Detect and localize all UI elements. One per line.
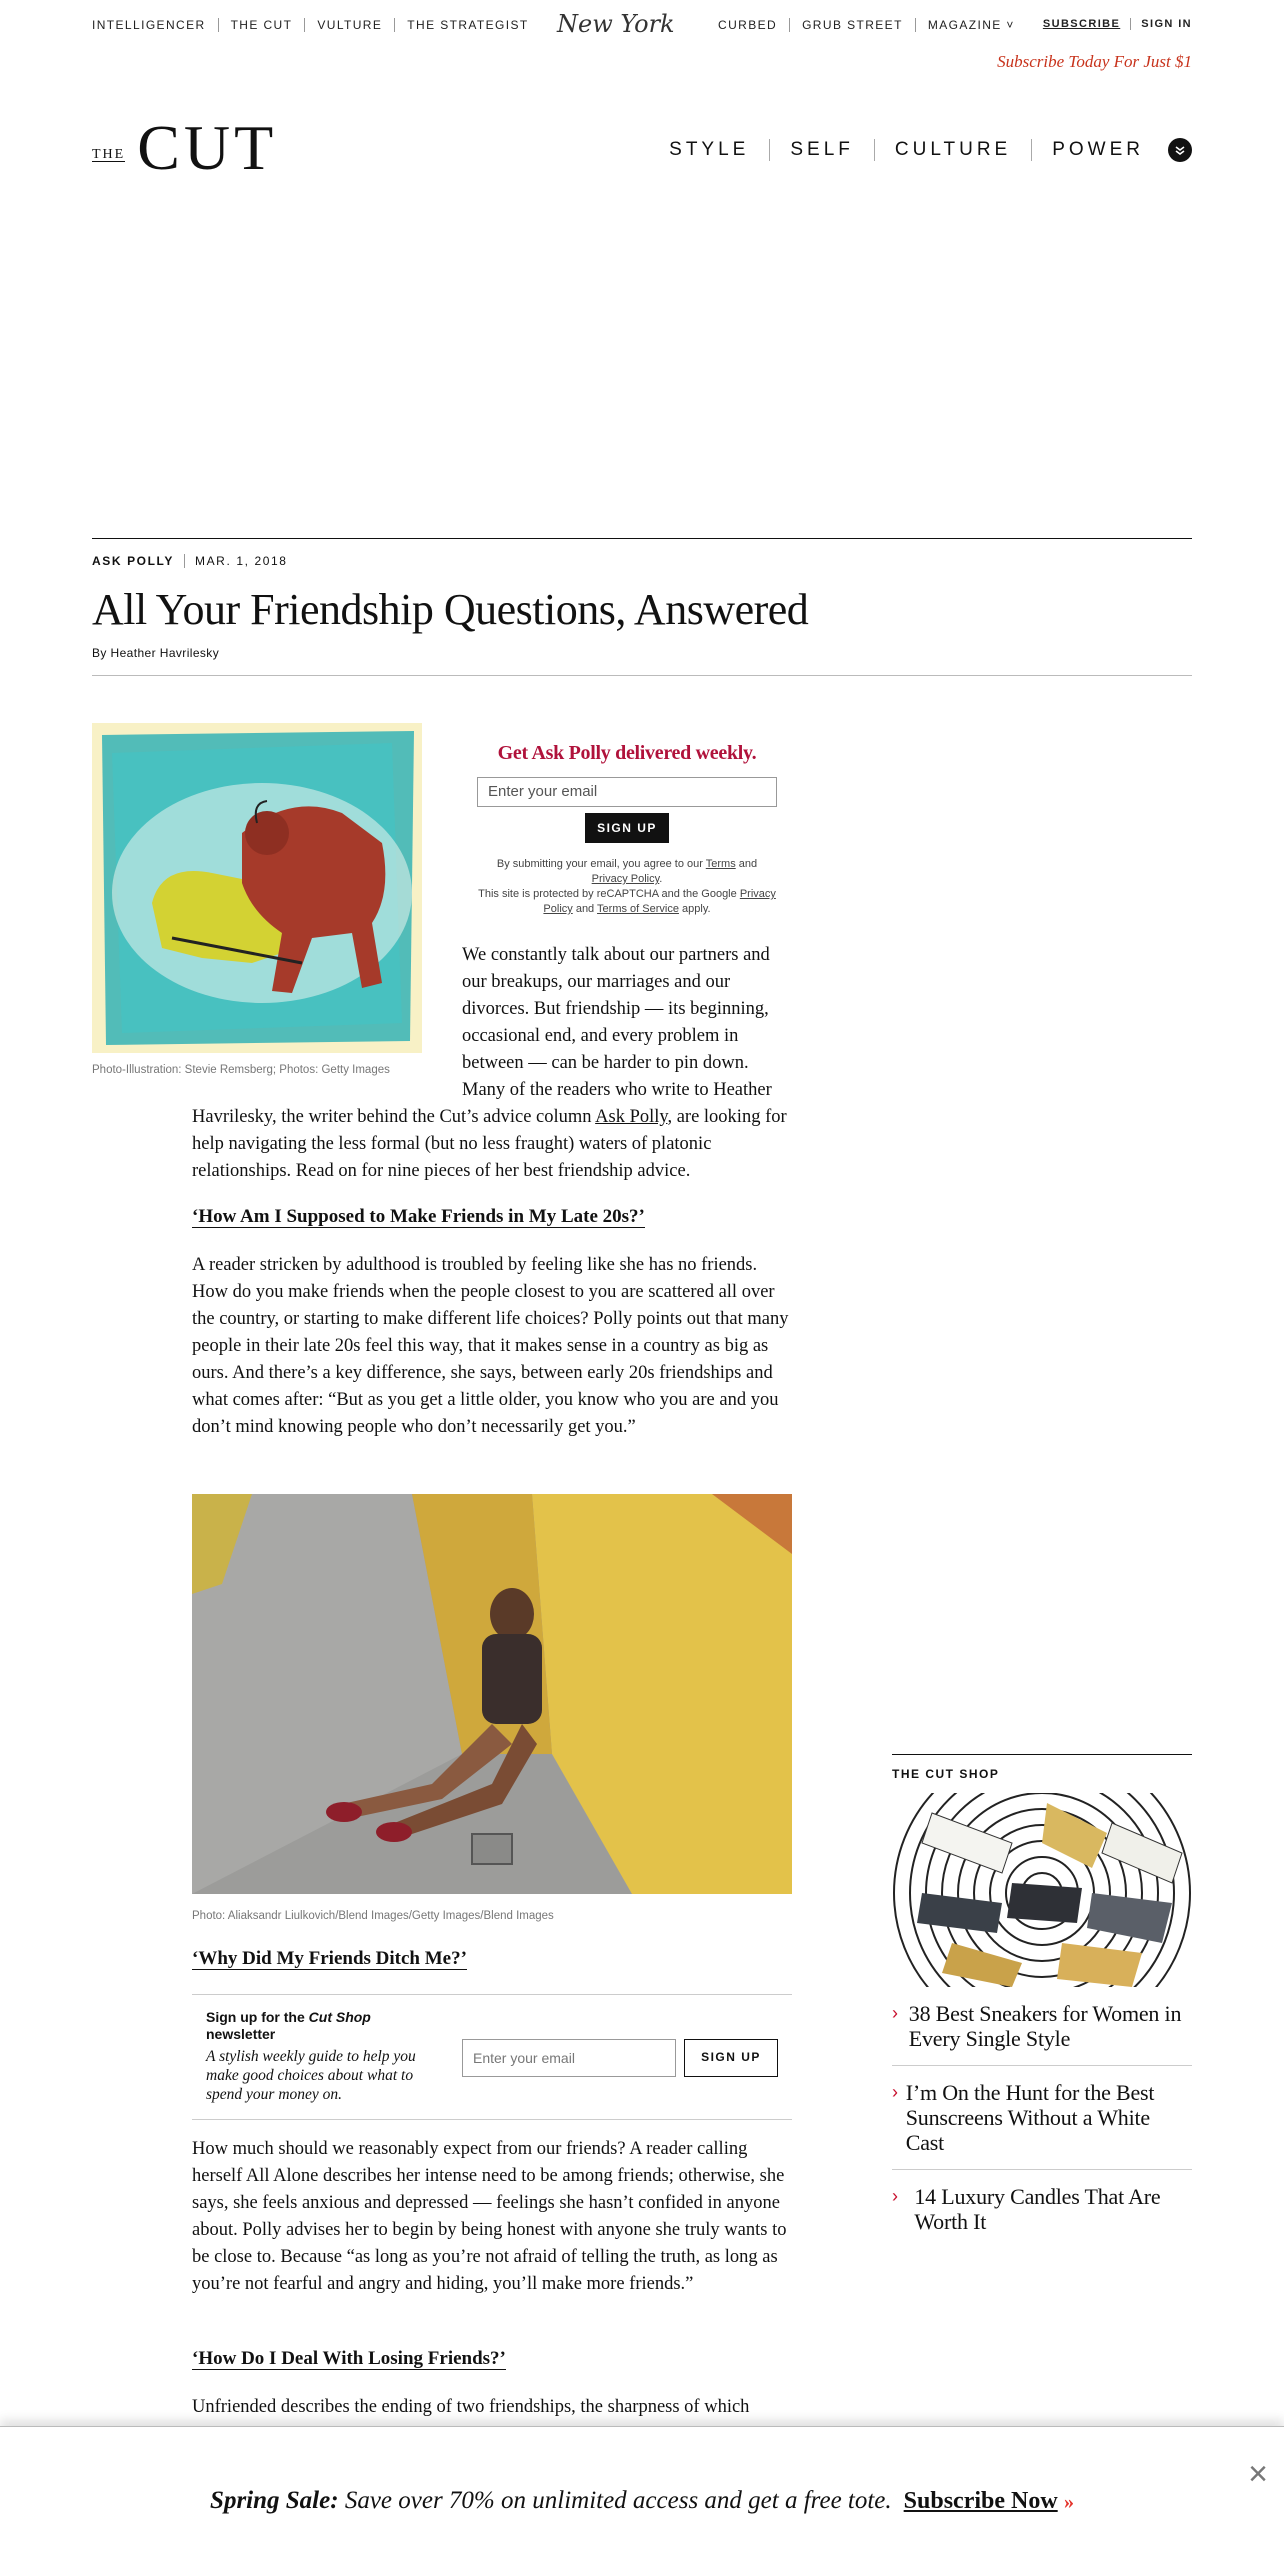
banner-text: Save over 70% on unlimited access and get a free tote.	[338, 2487, 892, 2514]
banner-message	[0, 2487, 1284, 2515]
newsletter-legal: By submitting your email, you agree to our Terms and Privacy Policy. This site is protected by reCAPTCHA and the Google Privacy Policy and Terms of Service apply.	[478, 858, 776, 915]
cut-shop-newsletter-text	[206, 2009, 436, 2104]
subscribe-link[interactable]: SUBSCRIBE	[1043, 18, 1131, 30]
intro-text: Havrilesky, the writer behind the Cut’s advice column	[192, 1107, 596, 1127]
sign-in-link[interactable]: SIGN IN	[1141, 18, 1192, 30]
chevron-down-icon[interactable]	[1168, 138, 1192, 162]
header-rule	[92, 538, 1192, 539]
the-cut-logo[interactable]	[92, 112, 278, 183]
cut-shop-item[interactable]	[892, 2066, 1192, 2170]
chevron-right-icon: ›	[892, 2003, 898, 2023]
photo-credit: Photo: Aliaksandr Liulkovich/Blend Images/Getty Images/Blend Images	[192, 1910, 554, 1922]
double-arrow-icon: »	[1063, 2491, 1074, 2513]
nav-link-grub-street[interactable]: GRUB STREET	[789, 18, 915, 32]
cut-shop-item[interactable]	[892, 2170, 1192, 2248]
subscribe-banner	[0, 2426, 1284, 2568]
legal-and: and	[735, 858, 758, 870]
newsletter-signup-button[interactable]: SIGN UP	[585, 813, 669, 843]
answer-paragraph: Unfriended describes the ending of two friendships, the sharpness of which	[192, 2397, 750, 2417]
publish-date: MAR. 1, 2018	[194, 554, 288, 568]
legal-text-2: This site is protected by reCAPTCHA and the Google	[478, 888, 740, 900]
banner-bold: Spring Sale:	[210, 2487, 339, 2514]
question-heading	[192, 2348, 506, 2370]
network-nav-mid	[706, 18, 1027, 32]
google-privacy-link[interactable]: Privacy Policy	[543, 888, 776, 915]
section-culture[interactable]: CULTURE	[874, 139, 1031, 161]
question-link[interactable]: ‘How Do I Deal With Losing Friends?’	[192, 2348, 506, 2369]
account-links	[1043, 18, 1192, 30]
legal-and-2: and	[572, 903, 598, 915]
lead-image-credit: Photo-Illustration: Stevie Remsberg; Photos: Getty Images	[92, 1064, 390, 1076]
newsletter-email-input[interactable]: Enter your email	[477, 777, 777, 807]
network-nav-left	[92, 18, 541, 32]
legal-apply: apply.	[678, 903, 711, 915]
cut-shop-rule	[892, 1754, 1192, 1755]
cut-shop-newsletter	[192, 1994, 792, 2120]
title-em: Cut Shop	[308, 2009, 371, 2025]
intro-text-end: , are looking for help navigating the less formal (but no less fraught) waters of platonic relationships. Read on for nine pieces of her best friendship advice.	[192, 1107, 787, 1181]
section-power[interactable]: POWER	[1031, 139, 1164, 161]
question-heading	[192, 1948, 467, 1970]
answer-paragraph: A reader stricken by adulthood is troubled by feeling like she has no friends. How do you make friends when the people closest to you are scattered all over the country, or starting to make different life choices? Polly points out that many people in their late 20s feel this way, that it makes sense in a country as big as ours. And there’s a key difference, she says, between early 20s friendships and what comes after: “But as you get a little older, you know who you are and you don’t mind knowing people who don’t necessarily get you.”	[192, 1255, 789, 1437]
section-self[interactable]: SELF	[769, 139, 874, 161]
cut-shop-email-input[interactable]: Enter your email	[462, 2039, 676, 2077]
nav-link-the-cut[interactable]: THE CUT	[218, 18, 305, 32]
intro-paragraph: We constantly talk about our partners and our breakups, our marriages and our divorces. But friendship — its beginning, occasional end, and every problem in between — can be harder to pin down. Many of the readers who write to Heather	[462, 945, 772, 1100]
ask-polly-link[interactable]: Ask Polly	[595, 1107, 668, 1127]
title-post: newsletter	[206, 2026, 276, 2042]
nav-link-intelligencer[interactable]: INTELLIGENCER	[92, 18, 206, 32]
chevron-right-icon: ›	[892, 2082, 898, 2102]
cut-shop-item[interactable]	[892, 1987, 1192, 2066]
byline[interactable]: By Heather Havrilesky	[92, 646, 220, 660]
cut-shop-signup-button[interactable]: SIGN UP	[684, 2039, 778, 2077]
nav-link-magazine[interactable]: MAGAZINE ˅	[915, 18, 1027, 32]
chevron-right-icon: ›	[892, 2186, 898, 2206]
subscribe-now-button[interactable]: Subscribe Now	[903, 2488, 1058, 2514]
question-heading	[192, 1206, 645, 1228]
intro-paragraph-cont	[192, 1104, 792, 1185]
question-link[interactable]: ‘Why Did My Friends Ditch Me?’	[192, 1948, 467, 1969]
sneakers-image[interactable]	[892, 1793, 1192, 1987]
article-meta	[92, 554, 288, 568]
legal-text-1: By submitting your email, you agree to our	[496, 858, 706, 870]
question-link[interactable]: ‘How Am I Supposed to Make Friends in My Late 20s?’	[192, 1206, 645, 1227]
nav-link-curbed[interactable]: CURBED	[718, 18, 778, 32]
section-style[interactable]: STYLE	[669, 139, 750, 160]
answer-paragraph: How much should we reasonably expect from our friends? A reader calling herself All Alone describes her intense need to be among friends; otherwise, she says, she feels anxious and depressed — feelings she hasn’t confided in anyone about. Polly advises her to begin by being honest with anyone she truly wants to be close to. Because “as long as you’re not afraid of telling the truth, as long as you’re not fearful and angry and hiding, you’ll make more friends.”	[192, 2139, 787, 2294]
rubric-link[interactable]: ASK POLLY	[92, 554, 185, 568]
cut-shop-newsletter-title	[206, 2009, 436, 2043]
cut-shop-module	[892, 1754, 1192, 2248]
ask-polly-newsletter	[462, 742, 792, 917]
cut-shop-label[interactable]: THE CUT SHOP	[892, 1767, 1000, 1781]
privacy-link[interactable]: Privacy Policy	[591, 873, 660, 885]
title-pre: Sign up for the	[206, 2009, 309, 2025]
cut-shop-item-title[interactable]: 38 Best Sneakers for Women in Every Single Style	[908, 2001, 1182, 2051]
newsletter-title: Get Ask Polly delivered weekly.	[497, 742, 757, 764]
nav-link-vulture[interactable]: VULTURE	[304, 18, 394, 32]
header-divider	[92, 675, 1192, 676]
nav-link-strategist[interactable]: THE STRATEGIST	[394, 18, 540, 32]
cut-shop-newsletter-desc: A stylish weekly guide to help you make good choices about what to spend your money on.	[206, 2048, 416, 2103]
google-tos-link[interactable]: Terms of Service	[597, 903, 679, 915]
article-photo	[192, 1494, 792, 1894]
page-title: All Your Friendship Questions, Answered	[92, 585, 809, 634]
subscribe-promo-link[interactable]: Subscribe Today For Just $1	[997, 52, 1192, 71]
new-york-logo[interactable]: New York	[557, 10, 675, 38]
logo-the: THE	[92, 147, 126, 162]
section-nav	[669, 138, 1192, 162]
cut-shop-item-title[interactable]: I’m On the Hunt for the Best Sunscreens Without a White Cast	[905, 2080, 1155, 2155]
terms-link[interactable]: Terms	[705, 858, 736, 870]
close-icon[interactable]: ×	[1248, 2455, 1268, 2493]
network-nav	[92, 10, 1192, 38]
logo-cut: CUT	[137, 112, 278, 183]
lead-image	[92, 723, 422, 1053]
cut-shop-item-title[interactable]: 14 Luxury Candles That Are Worth It	[914, 2184, 1161, 2234]
